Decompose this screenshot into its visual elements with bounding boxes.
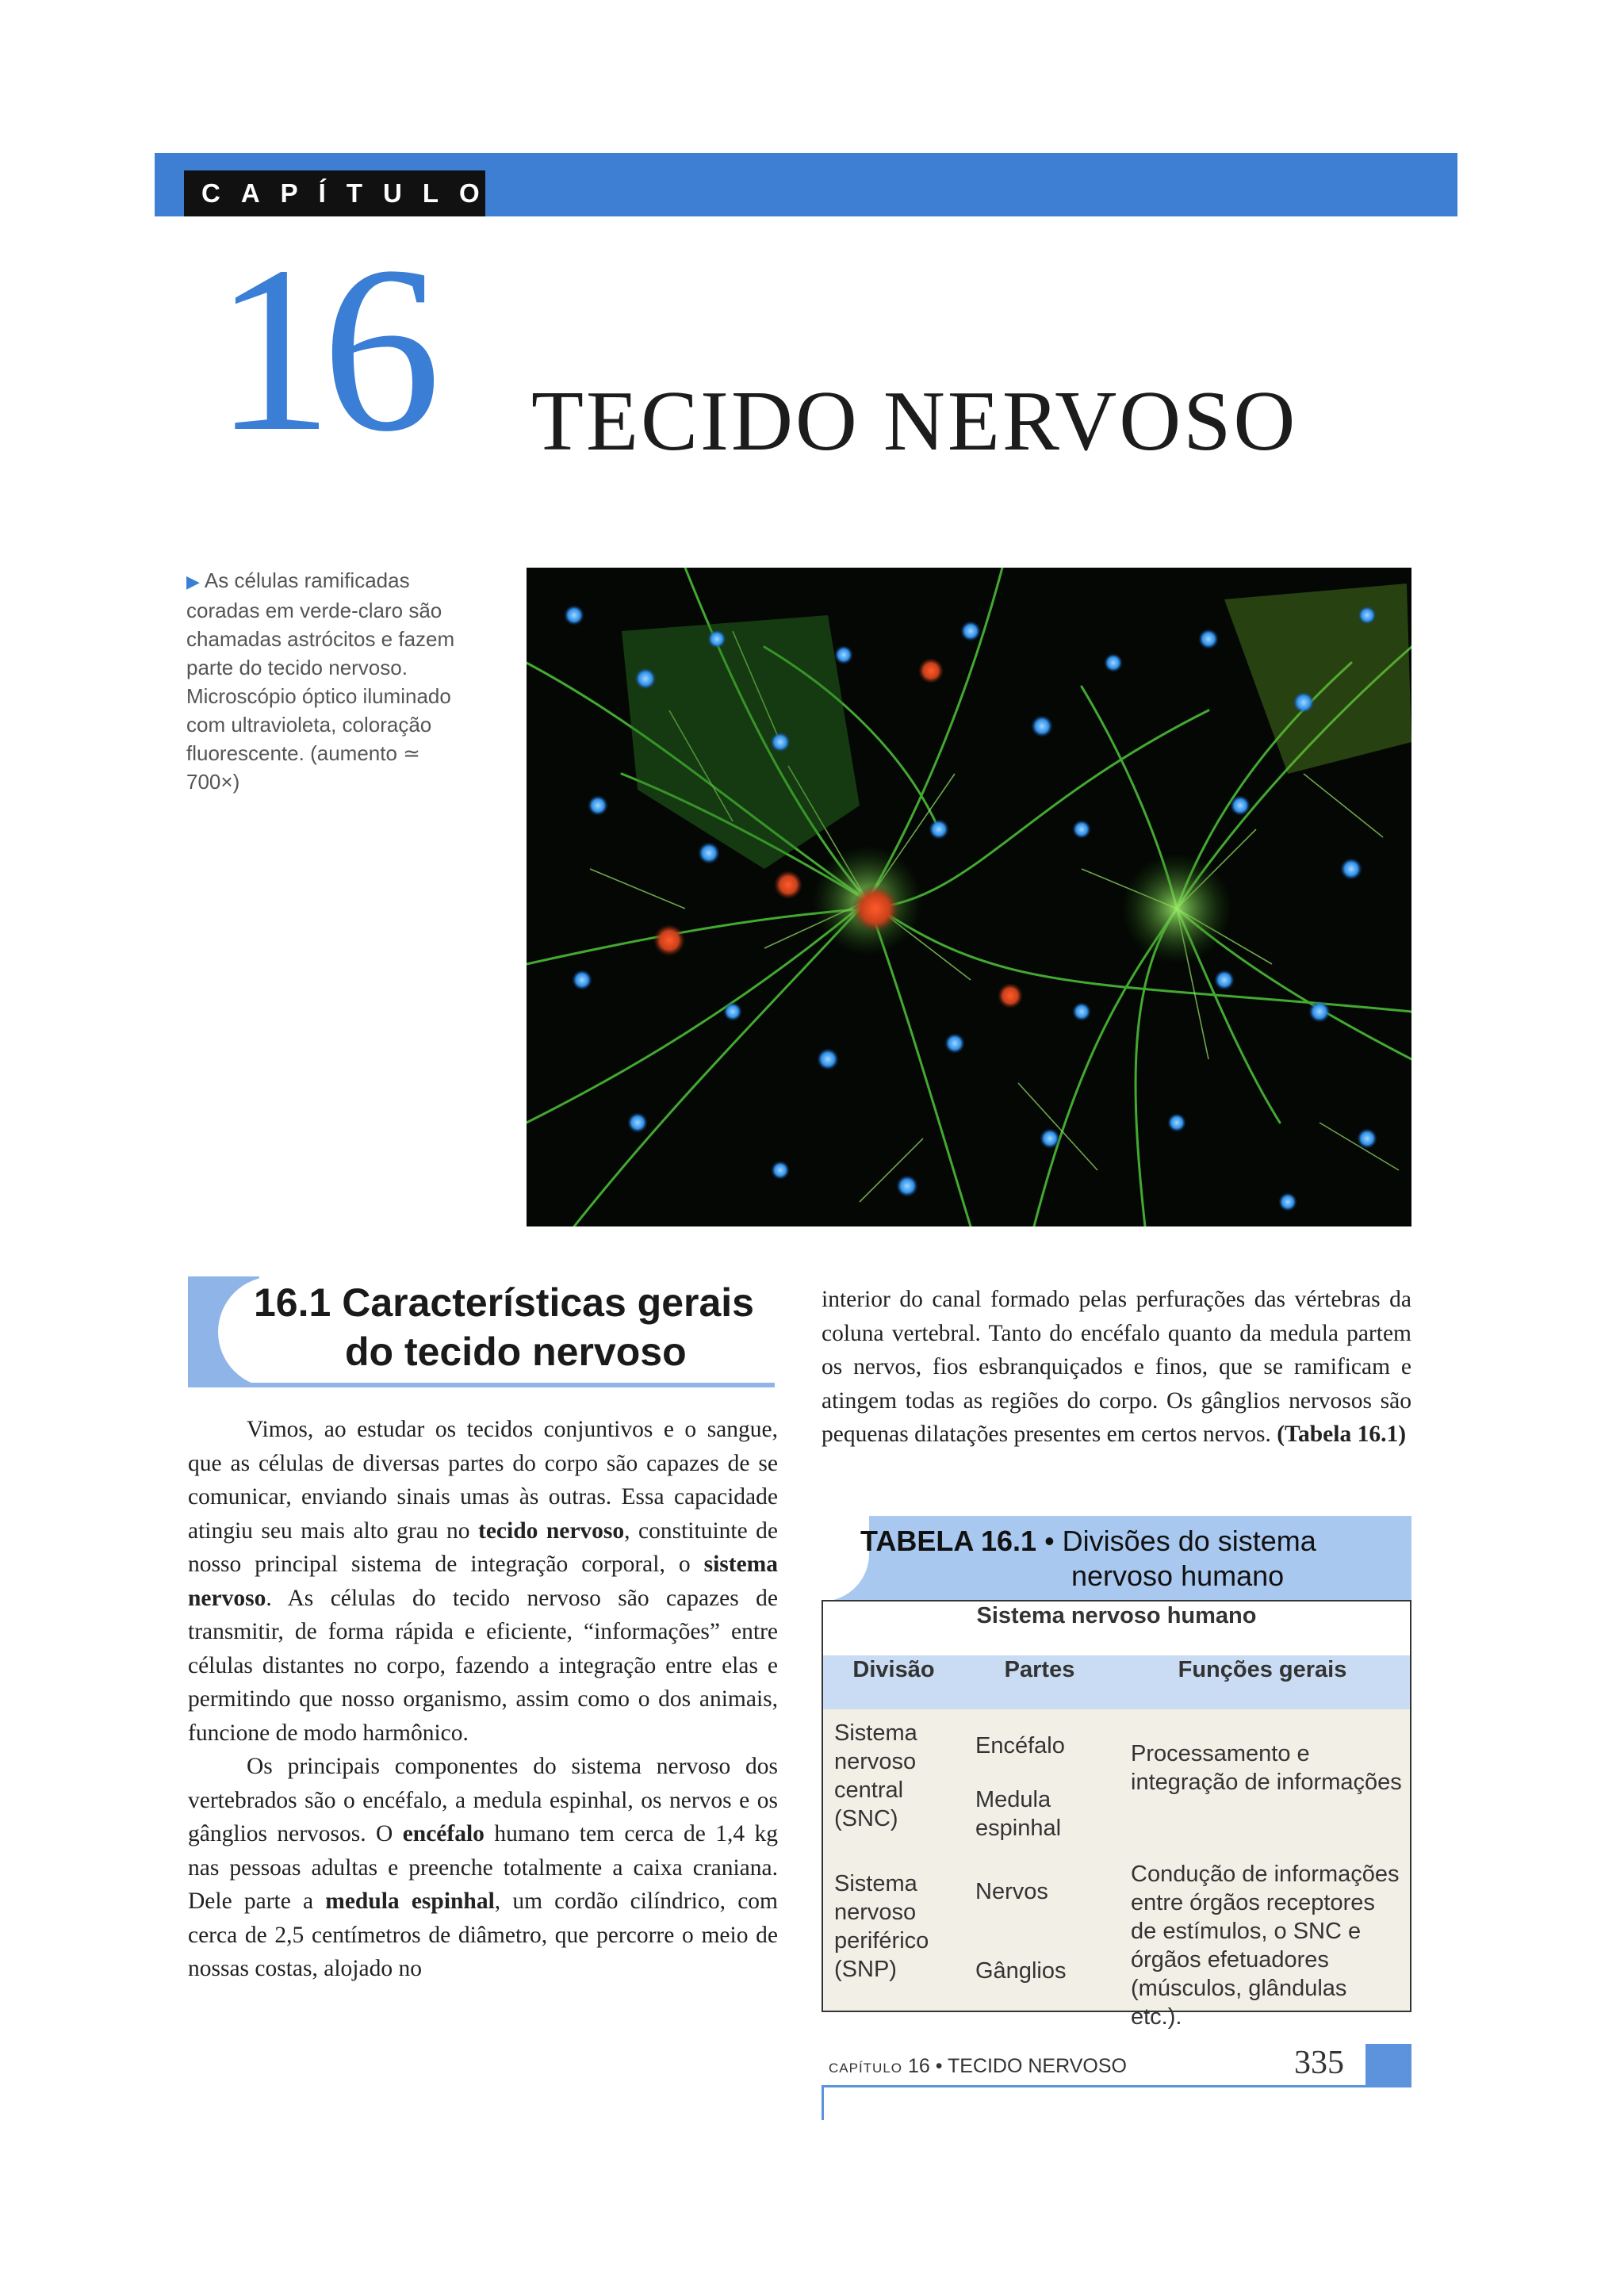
table-title-label: TABELA 16.1 [860,1525,1037,1557]
table-cell-functions-snc: Processamento e integração de informações [1115,1709,1410,1852]
caption-arrow-icon: ▶ [186,572,200,591]
table-cell-division-snc: Sistema nervoso central (SNC) [823,1709,964,1852]
table-cell-functions-snp: Condução de informações entre órgãos receptores de estímulos, o SNC e órgãos efetuadores (músculos, glândulas etc.). [1115,1852,1410,2011]
footer-rule [822,2085,1411,2087]
col-header-divisao: Divisão [823,1655,964,1709]
col-header-funcoes: Funções gerais [1115,1655,1410,1709]
footer-chapter-title: 16 • TECIDO NERVOSO [907,2055,1127,2077]
table-cell-part-encefalo: Encéfalo [964,1709,1115,1781]
table-system-header: Sistema nervoso humano [976,1603,1257,1628]
table-title-text-2: nervoso humano [1071,1559,1285,1592]
nervous-system-table [822,1600,1411,2030]
footer-chapter-label: CAPÍTULO [829,2061,903,2076]
term-medula-espinhal: medula espinhal [325,1888,495,1914]
table-title [860,1524,1408,1594]
body-column-right [822,1283,1411,1452]
footer-page-tab [1365,2044,1411,2085]
paragraph-1 [188,1413,778,1750]
p3-text-a: interior do canal formado pelas perfurações das vértebras da coluna vertebral. Tanto do encéfalo quanto da medula partem os nervos, fios esbranquiçados e finos, que se ramificam e atingem todas as regiões do corpo. Os gânglios nervosos são pequenas dilatações presentes em certos nervos. [822,1287,1411,1447]
figure-caption [186,566,472,796]
p2-text-c: humano tem cerca de 1,4 kg nas pessoas adultas e preenche totalmente a caixa craniana. Dele parte a [188,1821,778,1914]
table-cell-part-ganglios: Gânglios [964,1931,1115,2011]
p1-text-d: . As células do tecido nervoso são capazes de transmitir, de forma rápida e eficiente, “informações” entre células distantes no corpo, fazendo a integração entre elas e permitindo que nosso organismo, assim como o dos animais, funcione de modo harmônico. [188,1585,778,1746]
body-column-left [188,1413,778,1986]
table-cell-part-nervos: Nervos [964,1852,1115,1931]
chapter-number: 16 [214,217,430,480]
section-title-line1: 16.1 Características gerais [254,1280,754,1325]
paragraph-2 [188,1750,778,1986]
table-cell-division-snp: Sistema nervoso periférico (SNP) [823,1852,964,2011]
section-title [254,1278,777,1376]
caption-text: As células ramificadas coradas em verde-claro são chamadas astrócitos e fazem parte do tecido nervoso. Microscópio óptico iluminado com ultravioleta, coloração fluorescente. (aumento ≃ 700×) [186,568,455,794]
page-number: 335 [1294,2045,1344,2081]
term-tecido-nervoso: tecido nervoso [478,1517,625,1544]
running-footer [829,2055,1127,2078]
table-cell-part-medula: Medula espinhal [964,1781,1115,1852]
table-title-text-1: • Divisões do sistema [1044,1525,1316,1557]
p2-text-d: , um cordão cilíndrico, com cerca de 2,5 centímetros de diâmetro, que percorre o meio de nossas costas, alojado no [188,1888,778,1981]
footer-rule-left [822,2085,824,2120]
term-encefalo: encéfalo [402,1821,485,1846]
col-header-partes: Partes [964,1655,1115,1709]
p1-text-a: Vimos, ao estudar os tecidos conjuntivos e o sangue, que as células de diversas partes do corpo são capazes de se comunicar, enviando sinais umas às outras. Essa capacidade atingiu seu mais alto grau no [188,1417,778,1544]
p1-text-c: , constituinte de nosso principal sistema de integração corporal, o [188,1517,778,1577]
chapter-title: TECIDO NERVOSO [531,374,1298,469]
term-sistema-nervoso: sistema nervoso [188,1552,778,1611]
section-title-line2: do tecido nervoso [345,1330,687,1374]
chapter-label: CAPÍTULO [184,170,485,216]
p2-text-a: Os principais componentes do sistema nervoso dos vertebrados são o encéfalo, a medula espinhal, os nervos e os gânglios nervosos. O [188,1754,778,1846]
astrocyte-micrograph [527,568,1411,1226]
table-reference: (Tabela 16.1) [1277,1422,1407,1447]
micrograph-image [527,568,1411,1226]
paragraph-3 [822,1283,1411,1452]
